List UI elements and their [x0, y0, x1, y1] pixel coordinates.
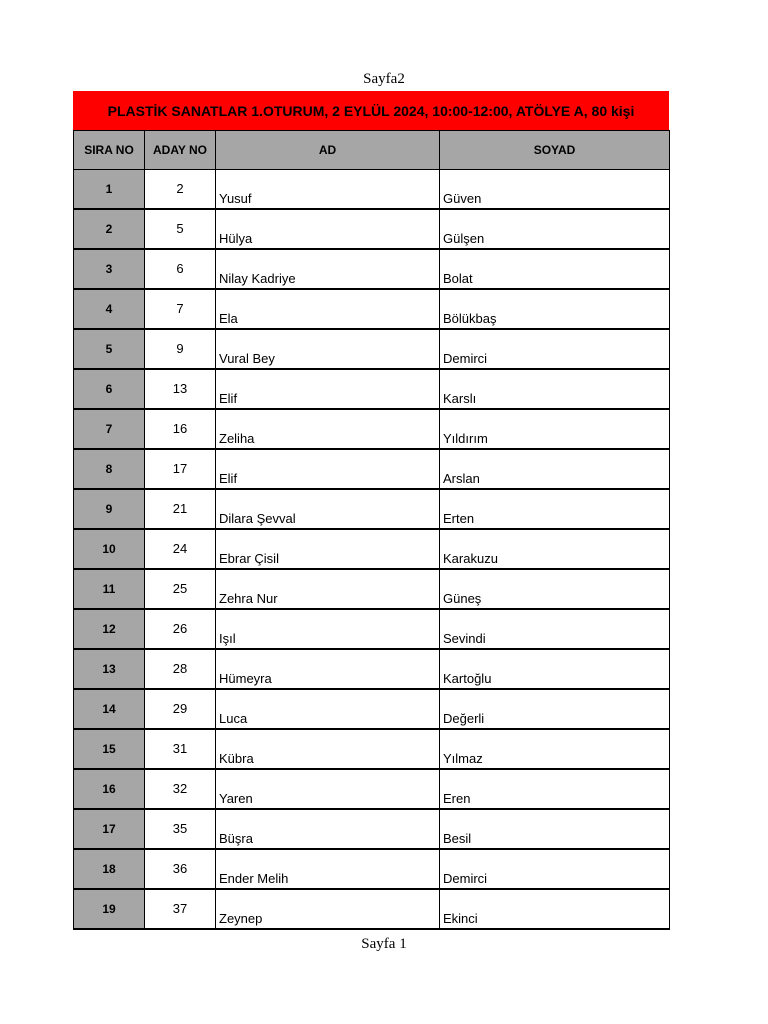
table-row — [74, 849, 670, 889]
aday-no-cell: 35 — [145, 809, 216, 849]
soyad-cell: Karakuzu — [440, 529, 670, 569]
page-header: Sayfa2 — [363, 71, 405, 87]
soyad-cell: Demirci — [440, 329, 670, 369]
col-header-sira-no: SIRA NO — [74, 131, 145, 170]
col-header-soyad: SOYAD — [440, 131, 670, 170]
table-row — [74, 609, 670, 649]
ad-cell: Dilara Şevval — [216, 489, 440, 529]
table-row — [74, 889, 670, 929]
ad-cell: Büşra — [216, 809, 440, 849]
sira-no-cell: 3 — [74, 249, 145, 289]
table-row — [74, 489, 670, 529]
aday-no-cell: 7 — [145, 289, 216, 329]
sira-no-cell: 11 — [74, 569, 145, 609]
ad-cell: Elif — [216, 369, 440, 409]
sira-no-cell: 13 — [74, 649, 145, 689]
soyad-cell: Erten — [440, 489, 670, 529]
sira-no-cell: 16 — [74, 769, 145, 809]
table-row — [74, 769, 670, 809]
sira-no-cell: 17 — [74, 809, 145, 849]
candidate-table — [73, 130, 670, 930]
aday-no-cell: 6 — [145, 249, 216, 289]
ad-cell: Luca — [216, 689, 440, 729]
sira-no-cell: 4 — [74, 289, 145, 329]
soyad-cell: Demirci — [440, 849, 670, 889]
ad-cell: Ela — [216, 289, 440, 329]
header-row — [74, 131, 670, 170]
aday-no-cell: 21 — [145, 489, 216, 529]
table-row — [74, 649, 670, 689]
ad-cell: Işıl — [216, 609, 440, 649]
ad-cell: Ebrar Çisil — [216, 529, 440, 569]
aday-no-cell: 9 — [145, 329, 216, 369]
table-row — [74, 449, 670, 489]
aday-no-cell: 13 — [145, 369, 216, 409]
table-header — [74, 131, 670, 170]
table-row — [74, 569, 670, 609]
ad-cell: Zeynep — [216, 889, 440, 929]
ad-cell: Ender Melih — [216, 849, 440, 889]
aday-no-cell: 24 — [145, 529, 216, 569]
aday-no-cell: 5 — [145, 209, 216, 249]
aday-no-cell: 29 — [145, 689, 216, 729]
aday-no-cell: 28 — [145, 649, 216, 689]
aday-no-cell: 2 — [145, 170, 216, 210]
ad-cell: Hülya — [216, 209, 440, 249]
soyad-cell: Güven — [440, 170, 670, 210]
sheet-title: PLASTİK SANATLAR 1.OTURUM, 2 EYLÜL 2024, 10:00-12:00, ATÖLYE A, 80 kişi — [73, 91, 669, 130]
sira-no-cell: 14 — [74, 689, 145, 729]
table-row — [74, 729, 670, 769]
sira-no-cell: 15 — [74, 729, 145, 769]
soyad-cell: Bölükbaş — [440, 289, 670, 329]
sira-no-cell: 9 — [74, 489, 145, 529]
table-row — [74, 209, 670, 249]
table-row — [74, 369, 670, 409]
table-row — [74, 689, 670, 729]
soyad-cell: Besil — [440, 809, 670, 849]
soyad-cell: Karslı — [440, 369, 670, 409]
table-row — [74, 529, 670, 569]
aday-no-cell: 31 — [145, 729, 216, 769]
aday-no-cell: 25 — [145, 569, 216, 609]
ad-cell: Zehra Nur — [216, 569, 440, 609]
aday-no-cell: 17 — [145, 449, 216, 489]
sira-no-cell: 2 — [74, 209, 145, 249]
sira-no-cell: 19 — [74, 889, 145, 929]
aday-no-cell: 16 — [145, 409, 216, 449]
ad-cell: Yaren — [216, 769, 440, 809]
ad-cell: Vural Bey — [216, 329, 440, 369]
table-row — [74, 249, 670, 289]
ad-cell: Nilay Kadriye — [216, 249, 440, 289]
table-row — [74, 289, 670, 329]
aday-no-cell: 37 — [145, 889, 216, 929]
sira-no-cell: 18 — [74, 849, 145, 889]
table-row — [74, 170, 670, 210]
aday-no-cell: 36 — [145, 849, 216, 889]
table-body — [74, 170, 670, 930]
soyad-cell: Yılmaz — [440, 729, 670, 769]
ad-cell: Hümeyra — [216, 649, 440, 689]
ad-cell: Elif — [216, 449, 440, 489]
ad-cell: Yusuf — [216, 170, 440, 210]
table-row — [74, 809, 670, 849]
ad-cell: Kübra — [216, 729, 440, 769]
soyad-cell: Kartoğlu — [440, 649, 670, 689]
ad-cell: Zeliha — [216, 409, 440, 449]
page-footer: Sayfa 1 — [361, 936, 407, 952]
soyad-cell: Gülşen — [440, 209, 670, 249]
soyad-cell: Ekinci — [440, 889, 670, 929]
sira-no-cell: 8 — [74, 449, 145, 489]
soyad-cell: Değerli — [440, 689, 670, 729]
sira-no-cell: 10 — [74, 529, 145, 569]
sira-no-cell: 5 — [74, 329, 145, 369]
sira-no-cell: 12 — [74, 609, 145, 649]
soyad-cell: Yıldırım — [440, 409, 670, 449]
sira-no-cell: 7 — [74, 409, 145, 449]
soyad-cell: Arslan — [440, 449, 670, 489]
table-row — [74, 329, 670, 369]
soyad-cell: Sevindi — [440, 609, 670, 649]
sira-no-cell: 6 — [74, 369, 145, 409]
aday-no-cell: 26 — [145, 609, 216, 649]
col-header-ad: AD — [216, 131, 440, 170]
soyad-cell: Bolat — [440, 249, 670, 289]
table-row — [74, 409, 670, 449]
sira-no-cell: 1 — [74, 170, 145, 210]
col-header-aday-no: ADAY NO — [145, 131, 216, 170]
sheet — [73, 91, 669, 930]
aday-no-cell: 32 — [145, 769, 216, 809]
soyad-cell: Güneş — [440, 569, 670, 609]
soyad-cell: Eren — [440, 769, 670, 809]
